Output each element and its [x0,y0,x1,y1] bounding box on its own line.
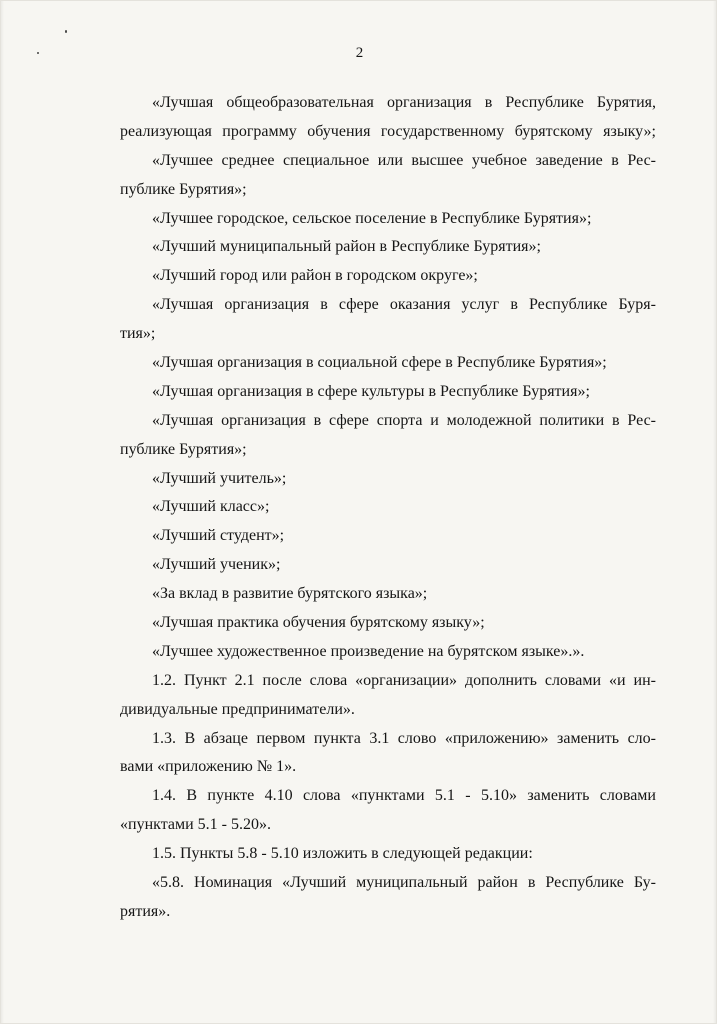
text-line: публике Бурятия»; [120,180,247,198]
text-line: публике Бурятия»; [120,440,247,458]
text-line: рятия». [120,902,171,920]
text-line: «Лучшее городское, сельское поселение в Республике Бурятия»; [152,209,592,227]
scan-speck [65,30,67,33]
text-line: «Лучшая практика обучения бурятскому языку»; [152,614,485,632]
text-line: «Лучшая организация в социальной сфере в Республике Бурятия»; [152,354,607,372]
scan-edge-right [713,1,716,1023]
text-line: 1.3. В абзаце первом пункта 3.1 слово «приложению» заменить сло- [152,729,656,747]
text-line: «Лучший город или район в городском округе»; [152,267,478,285]
text-line: 1.4. В пункте 4.10 слова «пунктами 5.1 - 5.10» заменить словами [152,787,656,805]
text-line: 1.5. Пункты 5.8 - 5.10 изложить в следующей редакции: [152,845,533,863]
text-line: «Лучшая организация в сфере культуры в Республике Бурятия»; [152,382,590,400]
text-line: «Лучшее художественное произведение на бурятском языке».». [152,642,585,660]
text-line: реализующая программу обучения государственному бурятскому языку»; [120,122,656,140]
text-line: дивидуальные предприниматели». [120,700,355,718]
text-line: «Лучший ученик»; [152,556,281,574]
text-line: вами «приложению № 1». [120,758,297,776]
text-line: «Лучший класс»; [152,498,270,516]
text-line: «Лучшая общеобразовательная организация в Республике Бурятия, [152,94,656,111]
scan-edge-left [1,1,4,1023]
text-line: «Лучшая организация в сфере спорта и молодежной политики в Рес- [152,411,656,429]
page-number: 2 [355,45,364,61]
text-line: «За вклад в развитие бурятского языка»; [152,585,428,603]
text-line: 1.2. Пункт 2.1 после слова «организации» дополнить словами «и ин- [152,671,656,689]
text-line: «Лучший учитель»; [152,469,287,487]
document-body [120,89,656,927]
text-line: тия»; [120,325,156,343]
text-line: «Лучшая организация в сфере оказания услуг в Республике Буря- [152,296,656,314]
text-line: «Лучший студент»; [152,527,285,545]
text-line: «Лучший муниципальный район в Республике Бурятия»; [152,238,541,256]
text-line: «Лучшее среднее специальное или высшее учебное заведение в Рес- [152,151,656,169]
text-line: «пунктами 5.1 - 5.20». [120,816,271,834]
text-line: «5.8. Номинация «Лучший муниципальный район в Республике Бу- [152,874,656,892]
